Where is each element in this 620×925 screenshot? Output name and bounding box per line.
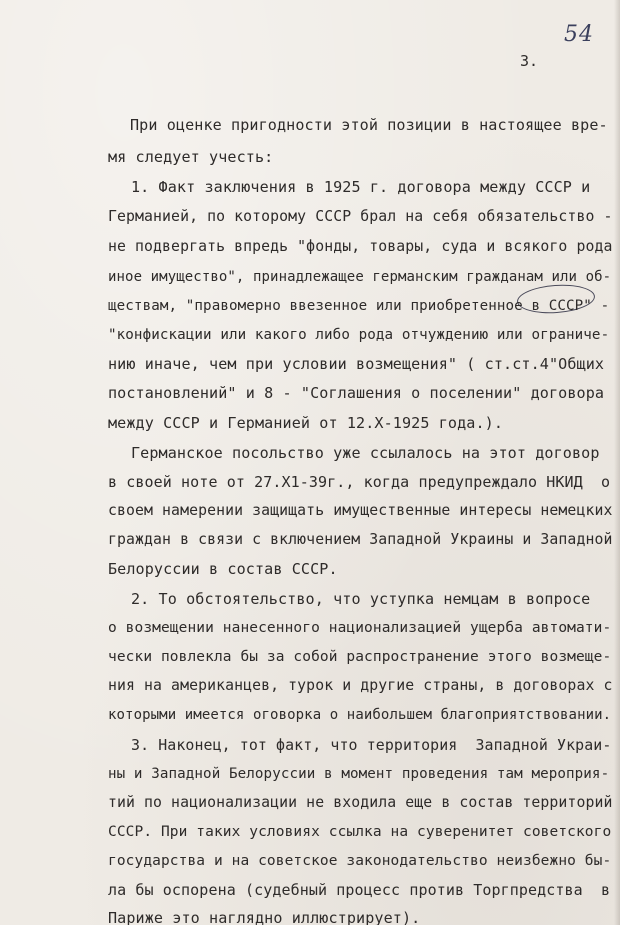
- text-line-19: чески повлекла бы за собой распространение этого возмеще-: [108, 649, 612, 665]
- text-line-18: о возмещении нанесенного национализацией ущерба автомати-: [108, 620, 612, 636]
- text-line-3: 1. Факт заключения в 1925 г. договора между СССР и: [131, 178, 591, 196]
- text-line-7: ществам, "правомерно ввезенное или приобретенное в СССР" -: [108, 298, 610, 314]
- text-line-9: нию иначе, чем при условии возмещения" ( ст.ст.4"Общих: [108, 355, 605, 373]
- text-line-26: государства и на советское законодательство неизбежно бы-: [108, 853, 612, 869]
- text-line-4: Германией, по которому СССР брал на себя обязательство -: [108, 208, 613, 225]
- text-line-27: ла бы оспорена (судебный процесс против Торгпредства в: [108, 881, 611, 899]
- page-number: 3.: [520, 52, 539, 70]
- text-line-12: Германское посольство уже ссылалось на этот договор: [131, 444, 600, 462]
- text-line-8: "конфискации или какого либо рода отчуждению или ограниче-: [108, 327, 610, 343]
- text-line-20: ния на американцев, турок и другие страны, в договорах с: [108, 677, 613, 694]
- text-line-13: в своей ноте от 27.Х1-39г., когда предупреждало НКИД о: [108, 473, 611, 491]
- text-line-16: Белоруссии в состав СССР.: [108, 560, 338, 578]
- folio-number-handwritten: 54: [564, 22, 594, 47]
- text-line-28: Париже это наглядно иллюстрирует).: [108, 909, 421, 925]
- text-line-10: постановлений" и 8 - "Соглашения о поселении" договора: [108, 384, 605, 402]
- text-line-11: между СССР и Германией от 12.Х-1925 года.).: [108, 414, 504, 432]
- text-line-17: 2. То обстоятельство, что уступка немцам в вопросе: [131, 590, 591, 608]
- text-line-25: СССР. При таких условиях ссылка на суверенитет советского: [108, 824, 612, 840]
- text-line-24: тий по национализации не входила еще в состав территорий: [108, 794, 613, 811]
- text-line-1: При оценке пригодности этой позиции в настоящее вре-: [130, 116, 608, 134]
- text-line-6: иное имущество", принадлежащее германским гражданам или об-: [108, 269, 612, 285]
- page-edge-shadow: [614, 0, 620, 925]
- text-line-23: ны и Западной Белоруссии в момент проведения там мероприя-: [108, 766, 610, 782]
- text-line-22: 3. Наконец, тот факт, что территория Западной Украи-: [131, 736, 612, 754]
- text-line-15: граждан в связи с включением Западной Украины и Западной: [108, 531, 613, 548]
- text-line-5: не подвергать впредь "фонды, товары, суда и всякого рода: [108, 238, 613, 255]
- text-line-2: мя следует учесть:: [108, 148, 274, 166]
- text-line-14: своем намерении защищать имущественные интересы немецких: [108, 502, 613, 519]
- text-line-21: которыми имеется оговорка о наибольшем благоприятствовании.: [108, 707, 612, 723]
